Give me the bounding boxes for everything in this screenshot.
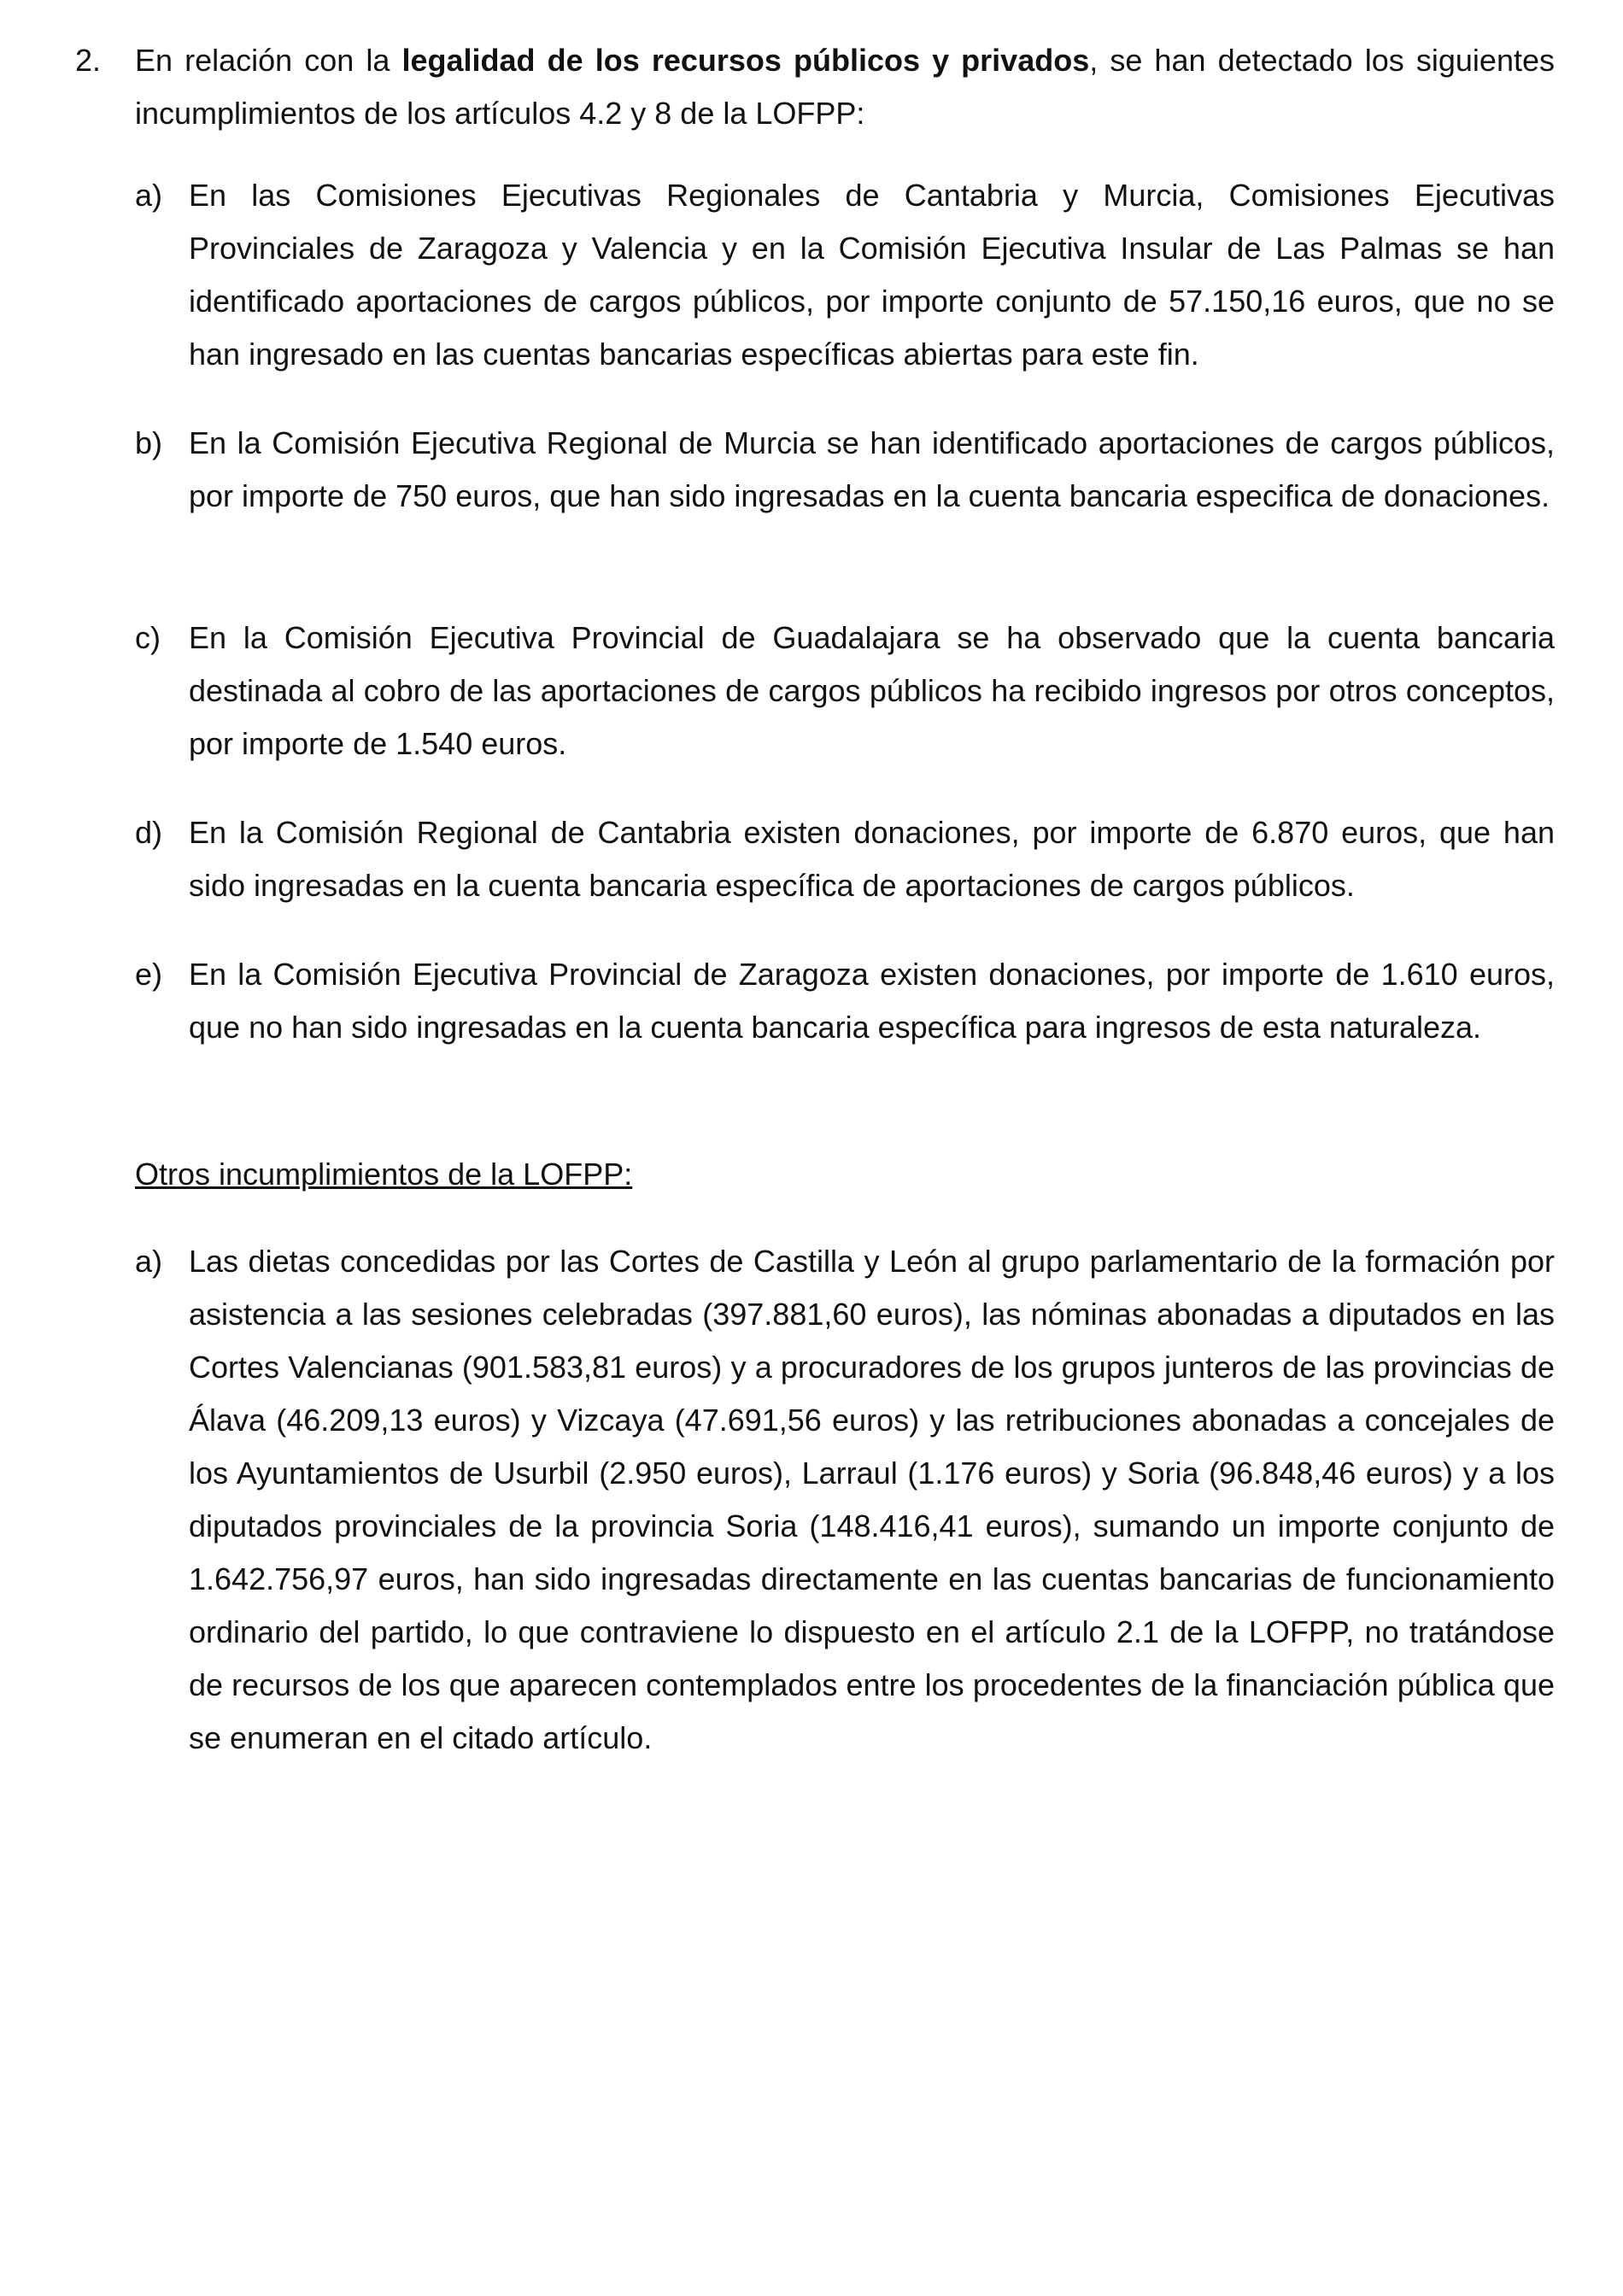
item-letter: e) — [135, 957, 163, 992]
item-letter: b) — [135, 425, 163, 460]
item-text: Las dietas concedidas por las Cortes de Castilla y León al grupo parlamentario de la formación por asistencia a las sesiones celebradas (397.881,60 euros), las nóminas abonadas a diputados en las Cortes Valencianas (901.583,81 euros) y a procuradores de los grupos junteros de las provincias de Álava (46.209,13 euros) y Vizcaya (47.691,56 euros) y las retribuciones abonadas a concejales de los Ayuntamientos de Usurbil (2.950 euros), Larraul (1.176 euros) y Soria (96.848,46 euros) y a los diputados provinciales de la provincia Soria (148.416,41 euros), sumando un importe conjunto de 1.642.756,97 euros, han sido ingresadas directamente en las cuentas bancarias de funcionamiento ordinario del partido, lo que contraviene lo dispuesto en el artículo 2.1 de la LOFPP, no tratándose de recursos de los que aparecen contemplados entre los procedentes de la financiación pública que se enumeran en el citado artículo. — [189, 1244, 1555, 1755]
item-letter: a) — [135, 178, 163, 213]
section-heading: Otros incumplimientos de la LOFPP: — [135, 1157, 633, 1192]
item-text: En la Comisión Ejecutiva Regional de Murcia se han identificado aportaciones de cargos públicos, por importe de 750 euros, que han sido ingresadas en la cuenta bancaria especifica de donaciones. — [189, 425, 1555, 513]
paragraph-number: 2. — [75, 43, 102, 78]
item-text: En las Comisiones Ejecutivas Regionales de Cantabria y Murcia, Comisiones Ejecutivas Provinciales de Zaragoza y Valencia y en la Comisión Ejecutiva Insular de Las Palmas se han identificado aportaciones de cargos públicos, por importe conjunto de 57.150,16 euros, que no se han ingresado en las cuentas bancarias específicas abiertas para este fin. — [189, 178, 1555, 372]
item-letter: a) — [135, 1244, 163, 1279]
intro-bold-text: legalidad de los recursos públicos y privados — [401, 43, 1090, 78]
item-letter: d) — [135, 815, 163, 850]
item-text: En la Comisión Ejecutiva Provincial de Guadalajara se ha observado que la cuenta bancaria destinada al cobro de las aportaciones de cargos públicos ha recibido ingresos por otros conceptos, por importe de 1.540 euros. — [189, 620, 1555, 761]
item-text: En la Comisión Regional de Cantabria existen donaciones, por importe de 6.870 euros, que han sido ingresadas en la cuenta bancaria específica de aportaciones de cargos públicos. — [189, 815, 1555, 903]
item-text: En la Comisión Ejecutiva Provincial de Zaragoza existen donaciones, por importe de 1.610 euros, que no han sido ingresadas en la cuenta bancaria específica para ingresos de esta naturaleza. — [189, 957, 1555, 1045]
intro-text-end: , se han detectado los siguientes incumplimientos de los artículos 4.2 y 8 de la LOFPP: — [135, 43, 1555, 131]
item-letter: c) — [135, 620, 161, 655]
intro-paragraph — [135, 34, 1555, 140]
intro-text-start: En relación con la — [135, 43, 402, 78]
